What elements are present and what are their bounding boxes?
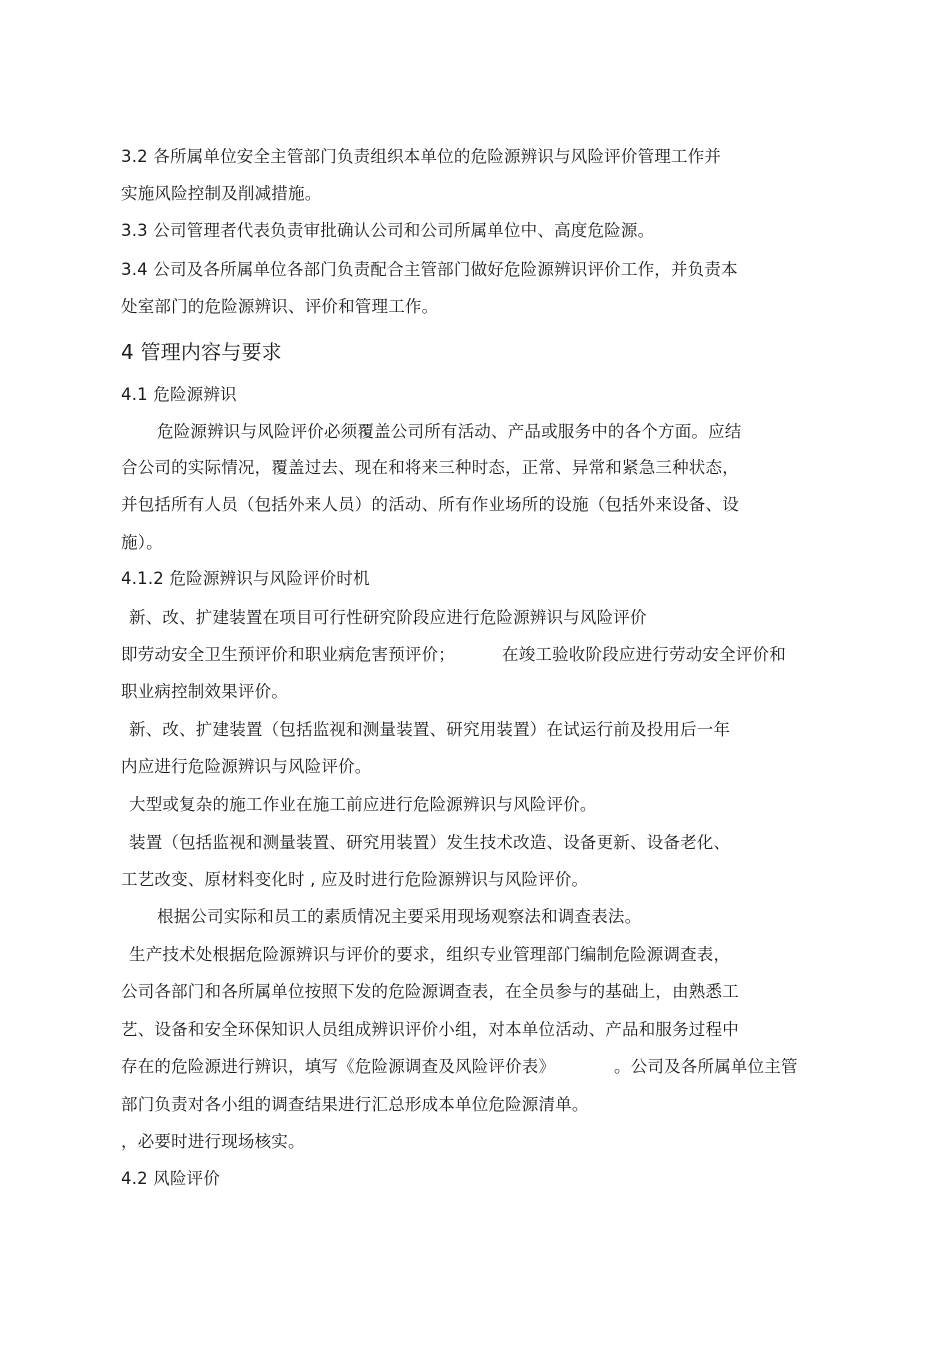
text-line: 内应进行危险源辨识与风险评价。 (121, 757, 372, 776)
text-line: 并包括所有人员（包括外来人员）的活动、所有作业场所的设施（包括外来设备、设 (121, 495, 739, 514)
text-line: 。公司及各所属单位主管 (614, 1057, 798, 1076)
text-line: 3.4 公司及各所属单位各部门负责配合主管部门做好危险源辨识评价工作，并负责本 (121, 260, 738, 279)
text-line: 危险源辨识与风险评价必须覆盖公司所有活动、产品或服务中的各个方面。应结 (157, 422, 742, 441)
text-line: 根据公司实际和员工的素质情况主要采用现场观察法和调查表法。 (157, 907, 642, 926)
text-line: 3.3 公司管理者代表负责审批确认公司和公司所属单位中、高度危险源。 (121, 221, 655, 240)
text-line: ，必要时进行现场核实。 (121, 1132, 305, 1151)
text-line: 施）。 (121, 533, 163, 552)
subsection-heading: 4.1 危险源辨识 (121, 385, 237, 404)
text-line: 合公司的实际情况，覆盖过去、现在和将来三种时态，正常、异常和紧急三种状态， (121, 458, 739, 477)
text-line: 新、改、扩建装置在项目可行性研究阶段应进行危险源辨识与风险评价 (129, 608, 647, 627)
text-line: 即劳动安全卫生预评价和职业病危害预评价； (121, 645, 455, 664)
text-line: 装置（包括监视和测量装置、研究用装置）发生技术改造、设备更新、设备老化、 (129, 833, 731, 852)
text-line: 处室部门的危险源辨识、评价和管理工作。 (121, 297, 439, 316)
text-line: 新、改、扩建装置（包括监视和测量装置、研究用装置）在试运行前及投用后一年 (129, 720, 731, 739)
text-line: 在竣工验收阶段应进行劳动安全评价和 (502, 645, 786, 664)
text-line: 3.2 各所属单位安全主管部门负责组织本单位的危险源辨识与风险评价管理工作并 (121, 147, 722, 166)
text-line: 工艺改变、原材料变化时 , 应及时进行危险源辨识与风险评价。 (121, 870, 589, 889)
text-line: 存在的危险源进行辨识，填写《危险源调查及风险评价表》 (121, 1057, 556, 1076)
text-line: 艺、设备和安全环保知识人员组成辨识评价小组，对本单位活动、产品和服务过程中 (121, 1020, 739, 1039)
text-line: 实施风险控制及削减措施。 (121, 184, 322, 203)
section-heading: 4 管理内容与要求 (121, 340, 282, 364)
subsection-heading: 4.1.2 危险源辨识与风险评价时机 (121, 569, 370, 588)
text-line: 部门负责对各小组的调查结果进行汇总形成本单位危险源清单。 (121, 1095, 589, 1114)
text-line: 大型或复杂的施工作业在施工前应进行危险源辨识与风险评价。 (129, 795, 597, 814)
subsection-heading: 4.2 风险评价 (121, 1169, 221, 1188)
text-line: 生产技术处根据危险源辨识与评价的要求，组织专业管理部门编制危险源调查表， (129, 945, 731, 964)
text-line: 公司各部门和各所属单位按照下发的危险源调查表，在全员参与的基础上，由熟悉工 (121, 982, 739, 1001)
text-line: 职业病控制效果评价。 (121, 682, 288, 701)
